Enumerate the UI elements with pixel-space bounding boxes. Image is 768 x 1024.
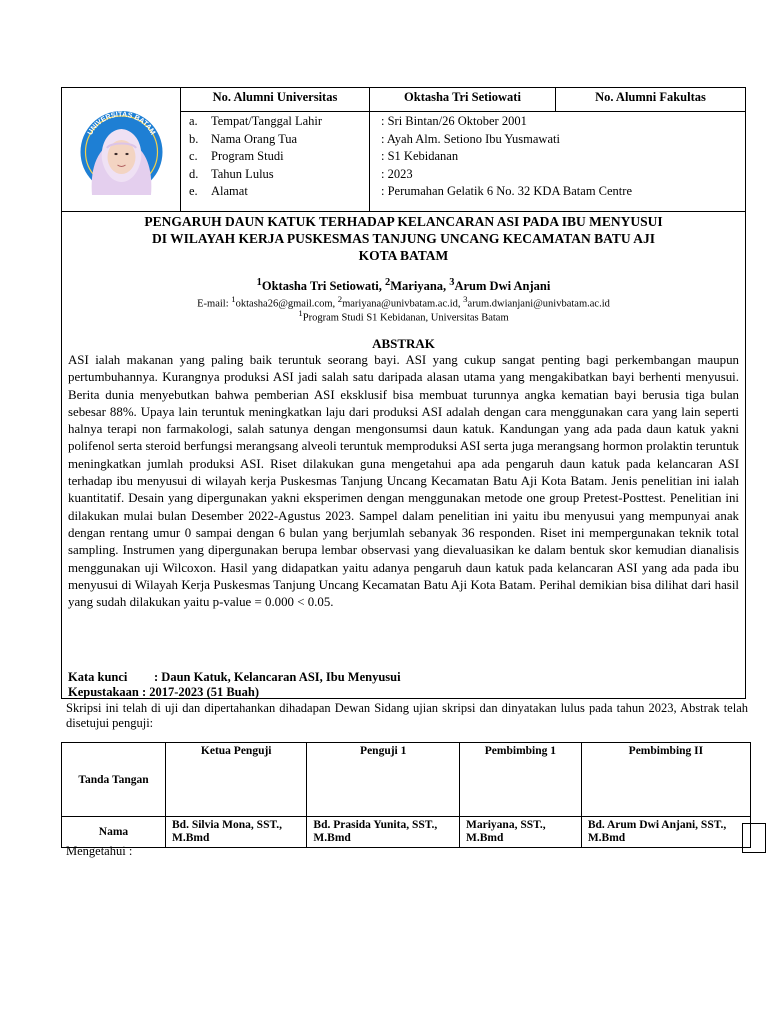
info-labels: [181, 112, 370, 211]
info-label-graduation-year: d. Tahun Lulus: [189, 166, 274, 181]
alumni-number-faculty-label: No. Alumni Fakultas: [595, 90, 706, 104]
signature-table: [61, 742, 751, 848]
graduate-info: [181, 112, 745, 211]
examiner-1-name: Bd. Prasida Yunita, SST., M.Bmd: [307, 817, 460, 848]
supervisor-1-name: Mariyana, SST., M.Bmd: [460, 817, 582, 848]
info-label-address: e. Alamat: [189, 184, 248, 198]
empty-box: [742, 823, 766, 853]
graduate-name: Oktasha Tri Setiowati: [370, 88, 556, 111]
alumni-header-row: [181, 88, 745, 112]
references-line: Kepustakaan : 2017-2023 (51 Buah): [68, 685, 260, 699]
acknowledged-label: Mengetahui :: [66, 844, 133, 858]
abstract-body: ASI ialah makanan yang paling baik teruntuk seorang bayi. ASI yang cukup sangat penting bagi perkembangan maupun pertumbuhannya. Kurangnya produksi ASI jadi salah satu daripada alasan utama yang mengakibatkan bayi berhenti menyusui. Berita dunia menyebutkan bahwa pemberian ASI eksklusif bisa membuat turunnya angka kematian bayi berusia tiga bulan sebesar 88%. Upaya lain teruntuk meningkatkan laju dari produksi ASI adalah dengan cara menggunakan cara yang lain seperti halnya terapi non farmakologi, salah satunya dengan mengonsumsi daun katuk. Kandungan yang ada pada daun katuk yakni polifenol serta steroid berfungsi merangsang alveoli teruntuk memproduksi ASI serta juga merangsang hormon prolaktin teruntuk meningkatkan jumlah produksi ASI. Riset dilakukan guna mengetahui apa ada pengaruh daun katuk pada kelancaran ASI terhadap ibu menyusui di wilayah kerja Puskesmas Tanjung Uncang Kecamatan Batu Aji Kota Batam. Jenis penelitian ini ialah kuantitatif. Desain yang dipergunakan yakni eksperimen dengan menggunakan metode one group Pretest-Posttest. Penelitian ini dilakukan mulai bulan Desember 2022-Agustus 2023. Sampel dalam penelitian ini yaitu ibu menyusui yang mempunyai anak dengan rentang umur 0 sampai dengan 6 bulan yang berjumlah sebanyak 36 responden. Riset ini mempergunakan teknik total sampling. Instrumen yang dipergunakan berupa lembar observasi yang dievaluasikan ke dalam bentuk skor kemudian dianalisis menggunakan uji Wilcoxon. Hasil yang didapatkan yaitu adanya pengaruh daun katuk pada kelancaran ASI yang ada pada ibu menyusui di Wilayah Kerja Puskesmas Tanjung Uncang Kecamatan Batu Aji Kota Batam. Perihal demikian bisa dilihat dari hasil yang sudah dilakukan yaitu p-value = 0.000 < 0.05.: [68, 353, 739, 610]
info-value-parents: : Ayah Alm. Setiono Ibu Yusmawati: [381, 131, 560, 146]
alumni-number-university-label: No. Alumni Universitas: [181, 88, 370, 111]
info-label-birth: a. Tempat/Tanggal Lahir: [189, 114, 323, 128]
abstract-heading: ABSTRAK: [372, 336, 435, 351]
author-affiliation: $^1$Program Studi S1 Kebidanan, Universitas Batam: [298, 308, 509, 324]
info-value-birth: : Sri Bintan/26 Oktober 2001: [381, 114, 527, 128]
paper-title: PENGARUH DAUN KATUK TERHADAP KELANCARAN ASI PADA IBU MENYUSUI DI WILAYAH KERJA PUSKESMAS TANJUNG UNCANG KECAMATAN BATU AJI KOTA BATAM: [144, 214, 663, 263]
seal-text: UNIVERSITAS BATAM: [85, 109, 158, 137]
info-value-program: : S1 Kebidanan: [381, 149, 459, 163]
name-label: Nama: [62, 817, 166, 848]
examiner-chair-header: Ketua Penguji: [166, 743, 307, 817]
signature-row: [62, 743, 751, 817]
graduate-photo: [74, 100, 169, 195]
photo-cell: [62, 88, 181, 211]
name-row: [62, 817, 751, 848]
alumni-record-frame: [61, 87, 746, 699]
info-value-address: : Perumahan Gelatik 6 No. 32 KDA Batam Centre: [381, 184, 632, 198]
signature-label: Tanda Tangan: [62, 743, 166, 817]
supervisor-2-header: Pembimbing II: [581, 743, 750, 817]
info-value-graduation-year: : 2023: [381, 166, 413, 181]
examiner-chair-name: Bd. Silvia Mona, SST., M.Bmd: [166, 817, 307, 848]
info-values: [371, 112, 745, 211]
approval-statement: Skripsi ini telah di uji dan dipertahankan dihadapan Dewan Sidang ujian skripsi dan dinyatakan lulus pada tahun 2023, Abstrak telah disetujui penguji:: [66, 701, 748, 730]
info-label-program: c. Program Studi: [189, 149, 284, 163]
info-label-parents: b. Nama Orang Tua: [189, 131, 298, 146]
keywords-block: [68, 670, 401, 700]
paper-authors: $^1$Oktasha Tri Setiowati, $^2$Mariyana, $^3$Arum Dwi Anjani: [256, 277, 551, 294]
keywords-line: Kata kunci : Daun Katuk, Kelancaran ASI, Ibu Menyusui: [68, 670, 401, 684]
supervisor-1-header: Pembimbing 1: [460, 743, 582, 817]
divider: [62, 211, 745, 212]
examiner-1-header: Penguji 1: [307, 743, 460, 817]
author-emails: E-mail: $^1$oktasha26@gmail.com, $^2$mariyana@univbatam.ac.id, $^3$arum.dwianjani@univbatam.ac.id: [197, 294, 610, 310]
supervisor-2-name: Bd. Arum Dwi Anjani, SST., M.Bmd: [581, 817, 750, 848]
